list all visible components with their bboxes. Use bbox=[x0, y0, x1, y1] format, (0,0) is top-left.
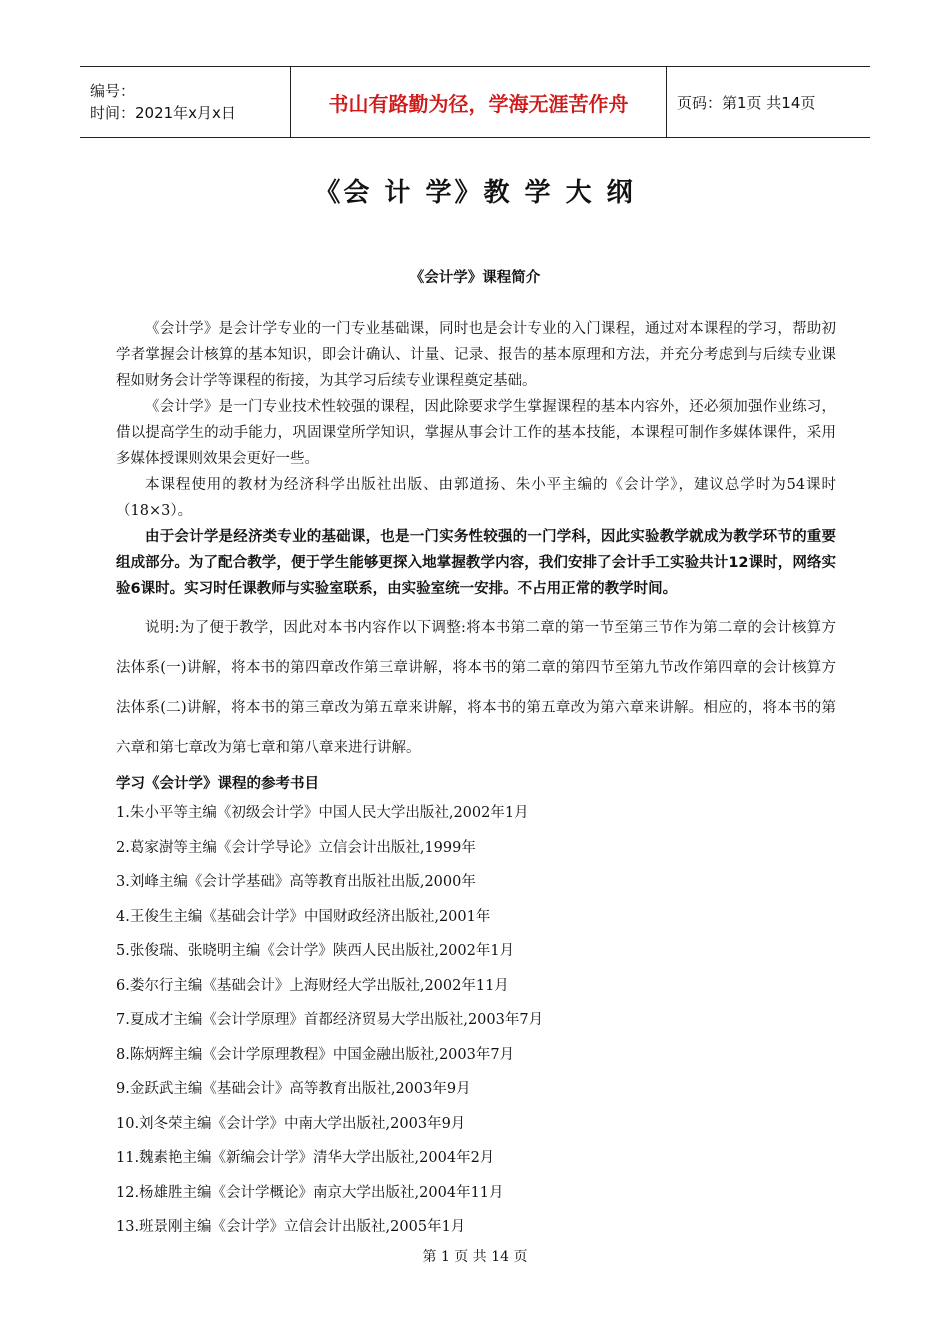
intro-paragraph-3: 本课程使用的教材为经济科学出版社出版、由郭道扬、朱小平主编的《会计学》，建议总学时为54课时（18×3）。 bbox=[116, 477, 836, 519]
intro-paragraph-2: 《会计学》是一门专业技术性较强的课程，因此除要求学生掌握课程的基本内容外，还必须加强作业练习，借以提高学生的动手能力，巩固课堂所学知识，掌握从事会计工作的基本技能，本课程可制作多媒体课件，采用多媒体授课则效果会更好一些。 bbox=[116, 399, 836, 467]
intro-paragraph-1: 《会计学》是会计学专业的一门专业基础课，同时也是会计专业的入门课程，通过对本课程的学习，帮助初学者掌握会计核算的基本知识，即会计确认、计量、记录、报告的基本原理和方法，并充分考虑到与后续专业课程如财务会计学等课程的衔接，为其学习后续专业课程奠定基础。 bbox=[116, 321, 836, 389]
note-paragraph: 说明:为了便于教学，因此对本书内容作以下调整:将本书第二章的第一节至第三节作为第二章的会计核算方法体系(一)讲解，将本书的第四章改作第三章讲解，将本书的第二章的第四节至第九节改作第四章的会计核算方法体系(二)讲解，将本书的第三章改为第五章来讲解，将本书的第五章改为第六章来讲解。相应的，将本书的第六章和第七章改为第七章和第八章来进行讲解。 bbox=[116, 620, 836, 756]
reference-item: 9.金跃武主编《基础会计》高等教育出版社,2003年9月 bbox=[116, 1081, 471, 1097]
experiment-paragraph: 由于会计学是经济类专业的基础课，也是一门实务性较强的一门学科，因此实验教学就成为教学环节的重要组成部分。为了配合教学，便于学生能够更探入地掌握教学内容，我们安排了会计手工实验共计12课时，网络实验6课时。实习时任课教师与实验室联系，由实验室统一安排。不占用正常的教学时间。 bbox=[116, 529, 836, 597]
reference-item: 4.王俊生主编《基础会计学》中国财政经济出版社,2001年 bbox=[116, 908, 491, 925]
document-body bbox=[116, 316, 836, 1245]
reference-item: 6.娄尔行主编《基础会计》上海财经大学出版社,2002年11月 bbox=[116, 977, 509, 994]
reference-item: 12.杨雄胜主编《会计学概论》南京大学出版社,2004年11月 bbox=[116, 1184, 504, 1201]
reference-item: 10.刘冬荣主编《会计学》中南大学出版社,2003年9月 bbox=[116, 1115, 466, 1132]
section-subtitle: 《会计学》课程简介 bbox=[409, 270, 541, 286]
references-list bbox=[116, 796, 836, 1245]
reference-item: 1.朱小平等主编《初级会计学》中国人民大学出版社,2002年1月 bbox=[116, 805, 529, 821]
reference-item: 7.夏成才主编《会计学原理》首都经济贸易大学出版社,2003年7月 bbox=[116, 1012, 544, 1028]
reference-item: 5.张俊瑞、张晓明主编《会计学》陕西人民出版社,2002年1月 bbox=[116, 943, 515, 959]
header-motto: 书山有路勤为径，学海无涯苦作舟 bbox=[290, 67, 667, 137]
reference-item: 3.刘峰主编《会计学基础》高等教育出版社出版,2000年 bbox=[116, 874, 476, 890]
header-page-number: 页码：第1页 共14页 bbox=[677, 93, 816, 112]
references-heading: 学习《会计学》课程的参考书目 bbox=[116, 776, 319, 792]
document-title: 《会 计 学》教 学 大 纲 bbox=[314, 178, 636, 208]
reference-item: 13.班景刚主编《会计学》立信会计出版社,2005年1月 bbox=[116, 1219, 466, 1235]
reference-item: 8.陈炳辉主编《会计学原理教程》中国金融出版社,2003年7月 bbox=[116, 1046, 515, 1063]
page-header bbox=[80, 66, 870, 138]
page-footer: 第 1 页 共 14 页 bbox=[422, 1249, 528, 1265]
reference-item: 2.葛家澍等主编《会计学导论》立信会计出版社,1999年 bbox=[116, 839, 476, 856]
reference-item: 11.魏素艳主编《新编会计学》清华大学出版社,2004年2月 bbox=[116, 1150, 495, 1166]
header-info bbox=[80, 67, 290, 137]
document-date: 时间：2021年x月x日 bbox=[90, 104, 236, 122]
document-number-label: 编号： bbox=[90, 82, 136, 100]
